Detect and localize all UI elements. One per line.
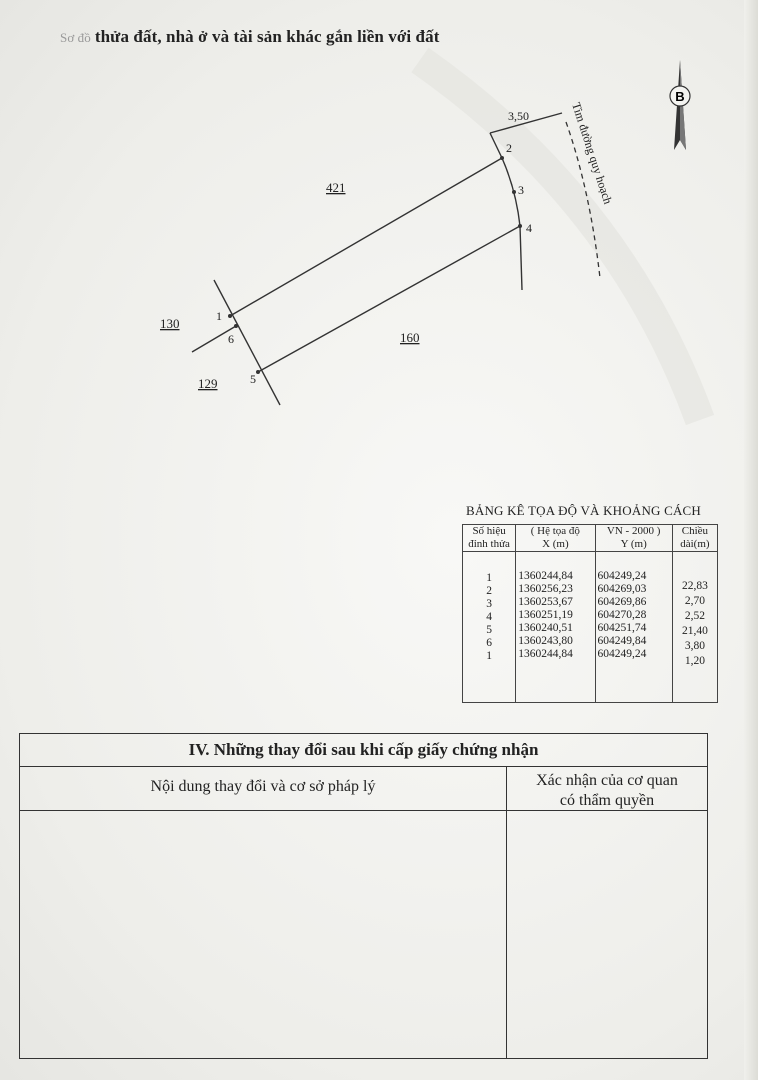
header-length: Chiều dài(m)	[672, 525, 717, 552]
parcel-label-421: 421	[326, 180, 346, 195]
road-label: Tim đường quy hoạch	[569, 100, 616, 206]
boundary-west	[214, 280, 280, 405]
header-faded-prefix: Sơ đồ	[60, 30, 91, 45]
parcel-label-129: 129	[198, 376, 218, 391]
point-id-column: 1 2 3 4 5 6 1	[463, 552, 516, 703]
changes-approval-header	[507, 767, 707, 811]
changes-title: IV. Những thay đổi sau khi cấp giấy chứng nhận	[20, 734, 707, 767]
point-label-2: 2	[506, 141, 512, 155]
x-column: 1360244,84 1360256,23 1360253,67 1360251,19 1360240,51 1360243,80 1360244,84	[516, 552, 595, 703]
point-label-6: 6	[228, 332, 234, 346]
approval-header-line2: có thẩm quyền	[559, 792, 655, 809]
coord-table-title: BẢNG KÊ TỌA ĐỘ VÀ KHOẢNG CÁCH	[466, 503, 701, 518]
point-label-3: 3	[518, 183, 524, 197]
header-point-id: Số hiệu đỉnh thửa	[463, 525, 516, 552]
changes-section	[19, 733, 708, 1059]
point-label-1: 1	[216, 309, 222, 323]
parcel-label-160: 160	[400, 330, 420, 345]
table-header-row	[463, 525, 718, 552]
changes-approval-column	[507, 767, 707, 1058]
boundary-5-4	[258, 226, 520, 372]
approval-header-line1: Xác nhận của cơ quan	[536, 772, 678, 789]
parcel-map	[0, 0, 758, 500]
point-label-5: 5	[250, 372, 256, 386]
length-column: 22,83 2,70 2,52 21,40 3,80 1,20	[672, 552, 717, 703]
y-column: 604249,24 604269,03 604269,86 604270,28 604251,74 604249,84 604249,24	[595, 552, 672, 703]
table-body-row	[463, 552, 718, 703]
coordinate-table	[462, 524, 718, 703]
boundary-2-4-road	[502, 158, 522, 290]
north-arrow-icon	[670, 60, 690, 150]
header-x: ( Hệ tọa độ X (m)	[516, 525, 595, 552]
changes-content-column	[20, 767, 507, 1058]
header-title: thửa đất, nhà ở và tài sản khác gắn liền với đất	[94, 27, 440, 46]
changes-content-header: Nội dung thay đổi và cơ sở pháp lý	[20, 767, 506, 811]
boundary-1-2	[230, 158, 502, 316]
north-letter: B	[675, 89, 685, 104]
top-width-label: 3,50	[508, 109, 529, 123]
header-y: VN - 2000 ) Y (m)	[595, 525, 672, 552]
point-label-4: 4	[526, 221, 532, 235]
parcel-label-130: 130	[160, 316, 180, 331]
